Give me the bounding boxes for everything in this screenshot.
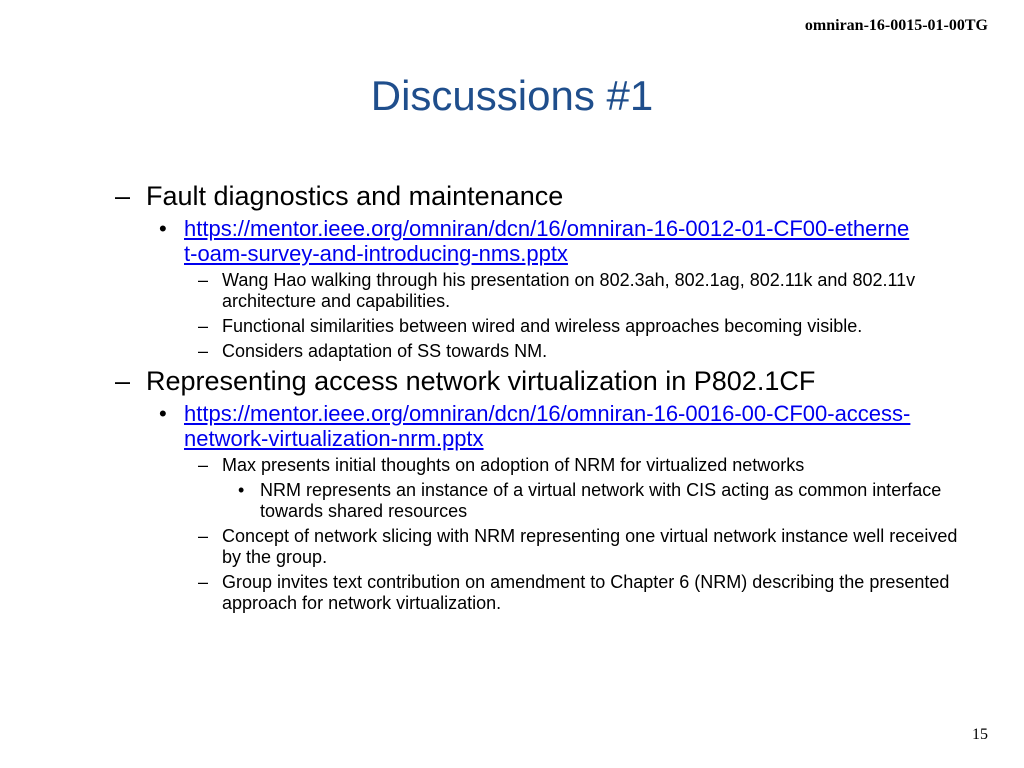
note-text: Max presents initial thoughts on adoption of NRM for virtualized networks <box>222 455 805 475</box>
bullet-marker: • <box>238 480 245 500</box>
link-item <box>0 401 914 451</box>
note-text: Group invites text contribution on amendment to Chapter 6 (NRM) describing the presented approach for network virtualization. <box>222 572 950 613</box>
note-text: Wang Hao walking through his presentation on 802.3ah, 802.1ag, 802.11k and 802.11v architecture and capabilities. <box>222 270 916 311</box>
dash-marker: – <box>115 181 131 211</box>
dash-marker: – <box>198 341 209 361</box>
note-text: Considers adaptation of SS towards NM. <box>222 341 548 361</box>
dash-marker: – <box>198 270 209 290</box>
note-item <box>0 316 962 337</box>
presentation-link-network-virtualization[interactable]: https://mentor.ieee.org/omniran/dcn/16/omniran-16-0016-00-CF00-access-network-virtualization-nrm.pptx <box>184 401 911 451</box>
document-id: omniran-16-0015-01-00TG <box>804 17 988 34</box>
sub-note-text: NRM represents an instance of a virtual network with CIS acting as common interface towards shared resources <box>260 480 942 521</box>
presentation-link-oam-survey[interactable]: https://mentor.ieee.org/omniran/dcn/16/omniran-16-0012-01-CF00-ethernet-oam-survey-and-introducing-nms.pptx <box>184 216 910 266</box>
section-heading-network-virtualization <box>0 366 1024 397</box>
dash-marker: – <box>198 572 209 592</box>
dash-marker: – <box>198 455 209 475</box>
sub-note-item <box>0 480 950 522</box>
bullet-marker: • <box>159 401 167 426</box>
note-item <box>0 341 962 362</box>
note-item <box>0 526 962 568</box>
section-heading-fault-diagnostics <box>0 181 1024 212</box>
note-item <box>0 455 962 476</box>
note-item <box>0 572 962 614</box>
page-number: 15 <box>972 726 988 743</box>
note-item <box>0 270 962 312</box>
section-heading-text: Fault diagnostics and maintenance <box>146 181 564 211</box>
section-heading-text: Representing access network virtualization in P802.1CF <box>146 366 816 396</box>
dash-marker: – <box>115 366 131 396</box>
slide-title: Discussions #1 <box>370 72 654 119</box>
slide-content <box>0 181 1024 618</box>
bullet-marker: • <box>159 216 167 241</box>
note-text: Concept of network slicing with NRM representing one virtual network instance well received by the group. <box>222 526 958 567</box>
link-item <box>0 216 914 266</box>
dash-marker: – <box>198 316 209 336</box>
note-text: Functional similarities between wired and wireless approaches becoming visible. <box>222 316 863 336</box>
dash-marker: – <box>198 526 209 546</box>
